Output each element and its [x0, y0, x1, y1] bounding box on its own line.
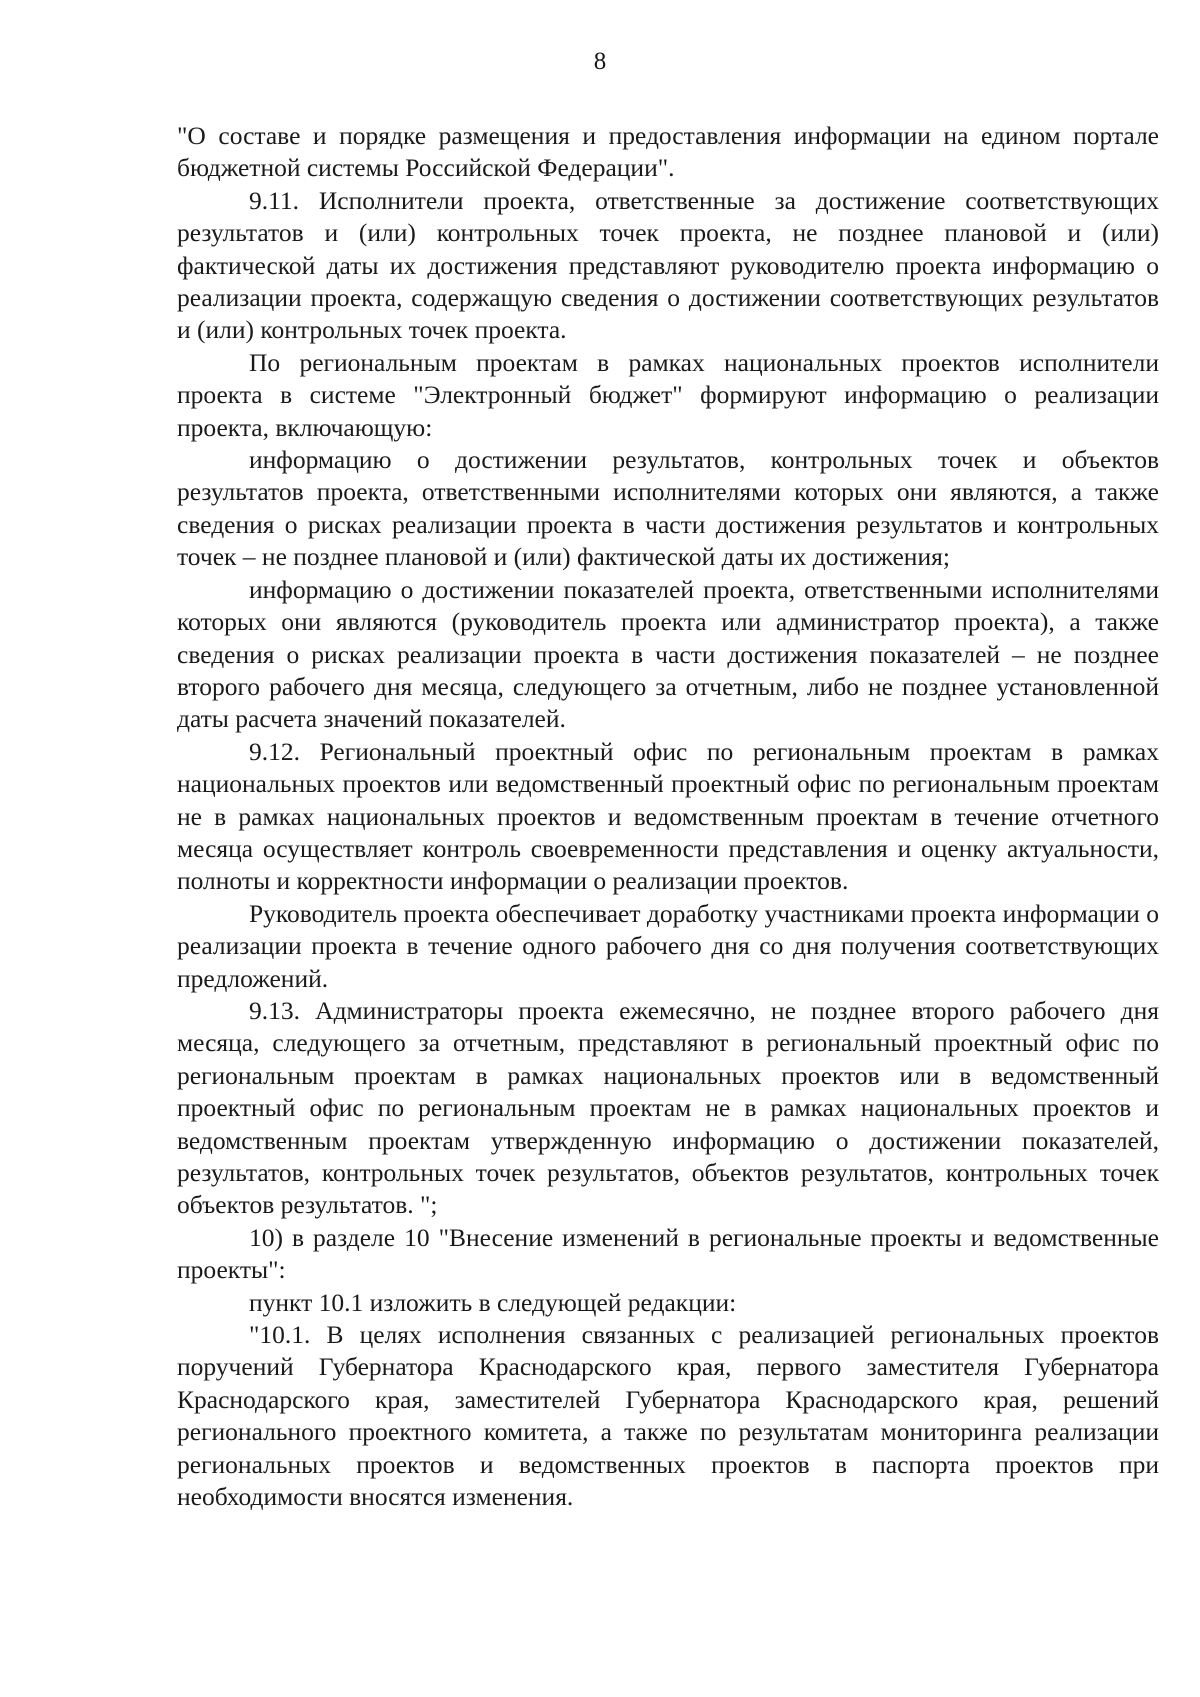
document-body [177, 120, 1159, 1513]
paragraph-item-10-1-intro: пункт 10.1 изложить в следующей редакции: [249, 1287, 737, 1317]
paragraph-continuation: "О составе и порядке размещения и предоставления информации на едином портале бюджетной системы Российской Федерации". [177, 121, 1159, 183]
paragraph-regional-projects: По региональным проектам в рамках национальных проектов исполнители проекта в системе "Электронный бюджет" формируют информацию о реализации проекта, включающую: [177, 347, 1159, 442]
paragraph-indicators-info: информацию о достижении показателей проекта, ответственными исполнителями которых они являются (руководитель проекта или администратор проекта), а также сведения о рисках реализации проекта в части достижения показателей – не позднее второго рабочего дня месяца, следующего за отчетным, либо не позднее установленной даты расчета значений показателей. [177, 574, 1159, 734]
paragraph-9-13: 9.13. Администраторы проекта ежемесячно, не позднее второго рабочего дня месяца, следующего за отчетным, представляют в региональный проектный офис по региональным проектам в рамках национальных проектов или в ведомственный проектный офис по региональным проектам не в рамках национальных проектов и ведомственным проектам утвержденную информацию о достижении показателей, результатов, контрольных точек результатов, объектов результатов, контрольных точек объектов результатов. "; [177, 995, 1159, 1220]
paragraph-9-11: 9.11. Исполнители проекта, ответственные за достижение соответствующих результатов и (или) контрольных точек проекта, не позднее плановой и (или) фактической даты их достижения представляют руководителю проекта информацию о реализации проекта, содержащую сведения о достижении соответствующих результатов и (или) контрольных точек проекта. [177, 185, 1159, 345]
paragraph-section-10: 10) в разделе 10 "Внесение изменений в региональные проекты и ведомственные проекты": [177, 1222, 1159, 1285]
page-number: 8 [593, 48, 607, 75]
paragraph-results-info: информацию о достижении результатов, контрольных точек и объектов результатов проекта, ответственными исполнителями которых они являются, а также сведения о рисках реализации проекта в части достижения результатов и контрольных точек – не позднее плановой и (или) фактической даты их достижения; [177, 445, 1159, 572]
paragraph-10-1: "10.1. В целях исполнения связанных с реализацией региональных проектов поручений Губернатора Краснодарского края, первого заместителя Губернатора Краснодарского края, заместителей Губернатора Краснодарского края, решений регионального проектного комитета, а также по результатам мониторинга реализации региональных проектов и ведомственных проектов в паспорта проектов при необходимости вносятся изменения. [177, 1320, 1159, 1512]
paragraph-9-12: 9.12. Региональный проектный офис по региональным проектам в рамках национальных проектов или ведомственный проектный офис по региональным проектам не в рамках национальных проектов и ведомственным проектам в течение отчетного месяца осуществляет контроль своевременности представления и оценку актуальности, полноты и корректности информации о реализации проектов. [177, 736, 1159, 896]
paragraph-project-head: Руководитель проекта обеспечивает доработку участниками проекта информации о реализации проекта в течение одного рабочего дня со дня получения соответствующих предложений. [177, 898, 1159, 993]
